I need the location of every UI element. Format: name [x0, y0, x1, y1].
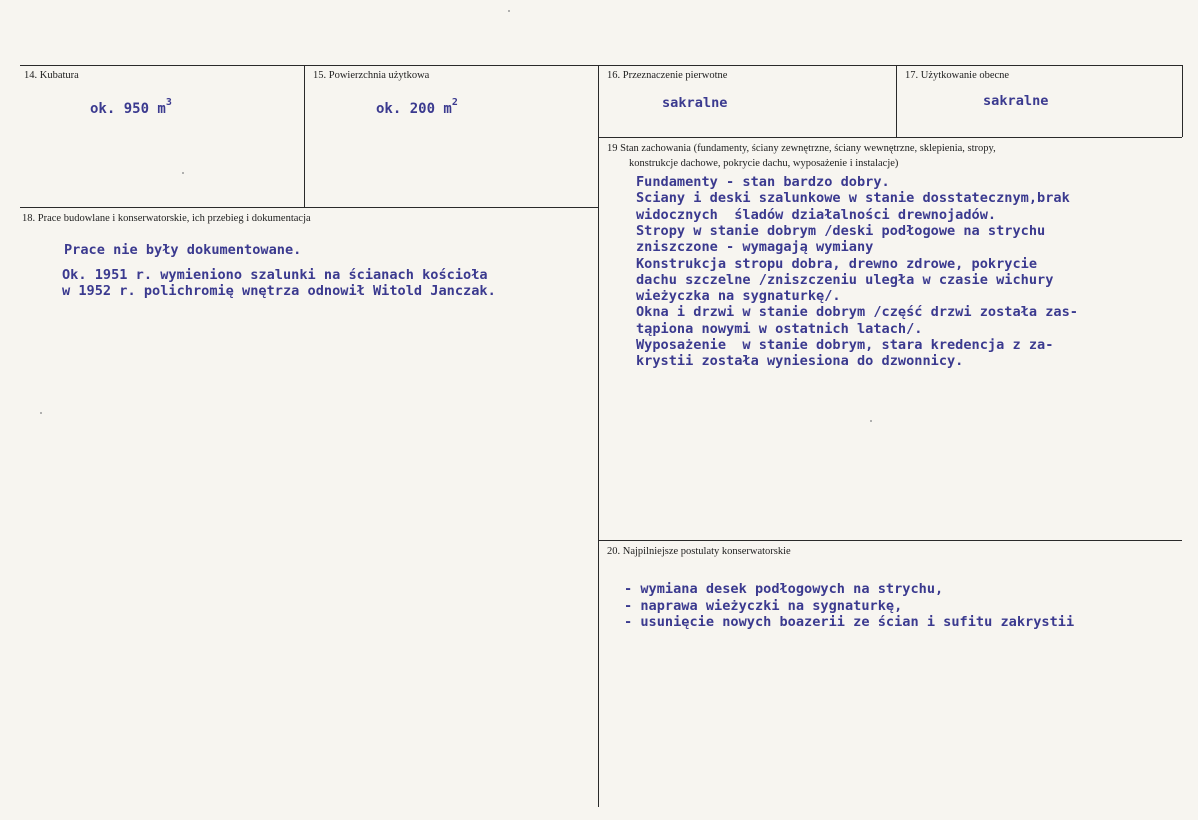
field-19-line-1: Fundamenty - stan bardzo dobry. [636, 174, 890, 190]
field-16-label: 16. Przeznaczenie pierwotne [607, 70, 728, 81]
field-15-label: 15. Powierzchnia użytkowa [313, 70, 430, 81]
top-rule [20, 65, 1182, 66]
divider-left-right [598, 65, 599, 807]
paper-speck [182, 172, 184, 174]
field-15-value [376, 95, 458, 117]
divider-14-15 [304, 65, 305, 207]
paper-speck [508, 10, 510, 12]
field-15-value-text: ok. 200 m [376, 101, 452, 117]
field-19-line-10: tąpiona nowymi w ostatnich latach/. [636, 320, 923, 337]
field-17-value: sakralne [983, 93, 1049, 109]
rule-below-16-17 [599, 137, 1182, 138]
right-edge-rule [1182, 65, 1183, 137]
paper-speck [40, 412, 42, 414]
field-18-line-1: Prace nie były dokumentowane. [64, 242, 302, 258]
field-18-line-3: w 1952 r. polichromię wnętrza odnowił Witold Janczak. [62, 283, 496, 299]
field-19-line-4: Stropy w stanie dobrym /deski podłogowe na strychu [636, 222, 1046, 239]
field-19-line-8: wieżyczka na sygnaturkę/. [636, 288, 841, 305]
field-19-line-6: Konstrukcja stropu dobra, drewno zdrowe, pokrycie [636, 255, 1038, 272]
field-20-line-1: - wymiana desek podłogowych na strychu, [624, 581, 944, 597]
rule-below-14-15 [20, 207, 598, 208]
field-14-value-superscript: 3 [165, 97, 172, 108]
field-19-line-11: Wyposażenie w stanie dobrym, stara kredencja z za- [636, 337, 1054, 353]
rule-above-20 [599, 540, 1182, 541]
field-19-line-7: dachu szczelne /zniszczeniu uległa w czasie wichury [636, 271, 1054, 288]
field-20-line-2: - naprawa wieżyczki na sygnaturkę, [624, 598, 903, 614]
field-19-label-line-1: 19 Stan zachowania (fundamenty, ściany zewnętrzne, ściany wewnętrzne, sklepienia, stropy, [607, 143, 996, 154]
field-14-value-text: ok. 950 m [90, 101, 166, 117]
field-20-line-3: - usunięcie nowych boazerii ze ścian i sufitu zakrystii [624, 614, 1075, 630]
field-18-line-2: Ok. 1951 r. wymieniono szalunki na ścianach kościoła [62, 267, 488, 283]
field-16-value: sakralne [662, 95, 728, 111]
field-19-label [607, 141, 1182, 171]
divider-16-17 [896, 65, 897, 137]
field-14-label: 14. Kubatura [24, 70, 79, 81]
field-14-value [90, 95, 172, 117]
field-15-value-superscript: 2 [451, 97, 458, 108]
field-19-line-5: zniszczone - wymagają wymiany [636, 239, 874, 256]
field-19-line-9: Okna i drzwi w stanie dobrym /część drzwi została zas- [636, 304, 1078, 321]
field-19-line-12: krystii została wyniesiona do dzwonnicy. [636, 353, 964, 370]
field-18-label: 18. Prace budowlane i konserwatorskie, ich przebieg i dokumentacja [22, 213, 311, 224]
field-20-label: 20. Najpilniejsze postulaty konserwatorskie [607, 546, 791, 557]
field-19-line-2: Sciany i deski szalunkowe w stanie dosstatecznym,brak [636, 190, 1070, 207]
field-19-line-3: widocznych śladów działalności drewnojadów. [636, 206, 997, 223]
field-19-label-line-2: konstrukcje dachowe, pokrycie dachu, wyposażenie i instalacje) [629, 158, 899, 169]
field-17-label: 17. Użytkowanie obecne [905, 70, 1010, 81]
paper-speck [870, 420, 872, 422]
